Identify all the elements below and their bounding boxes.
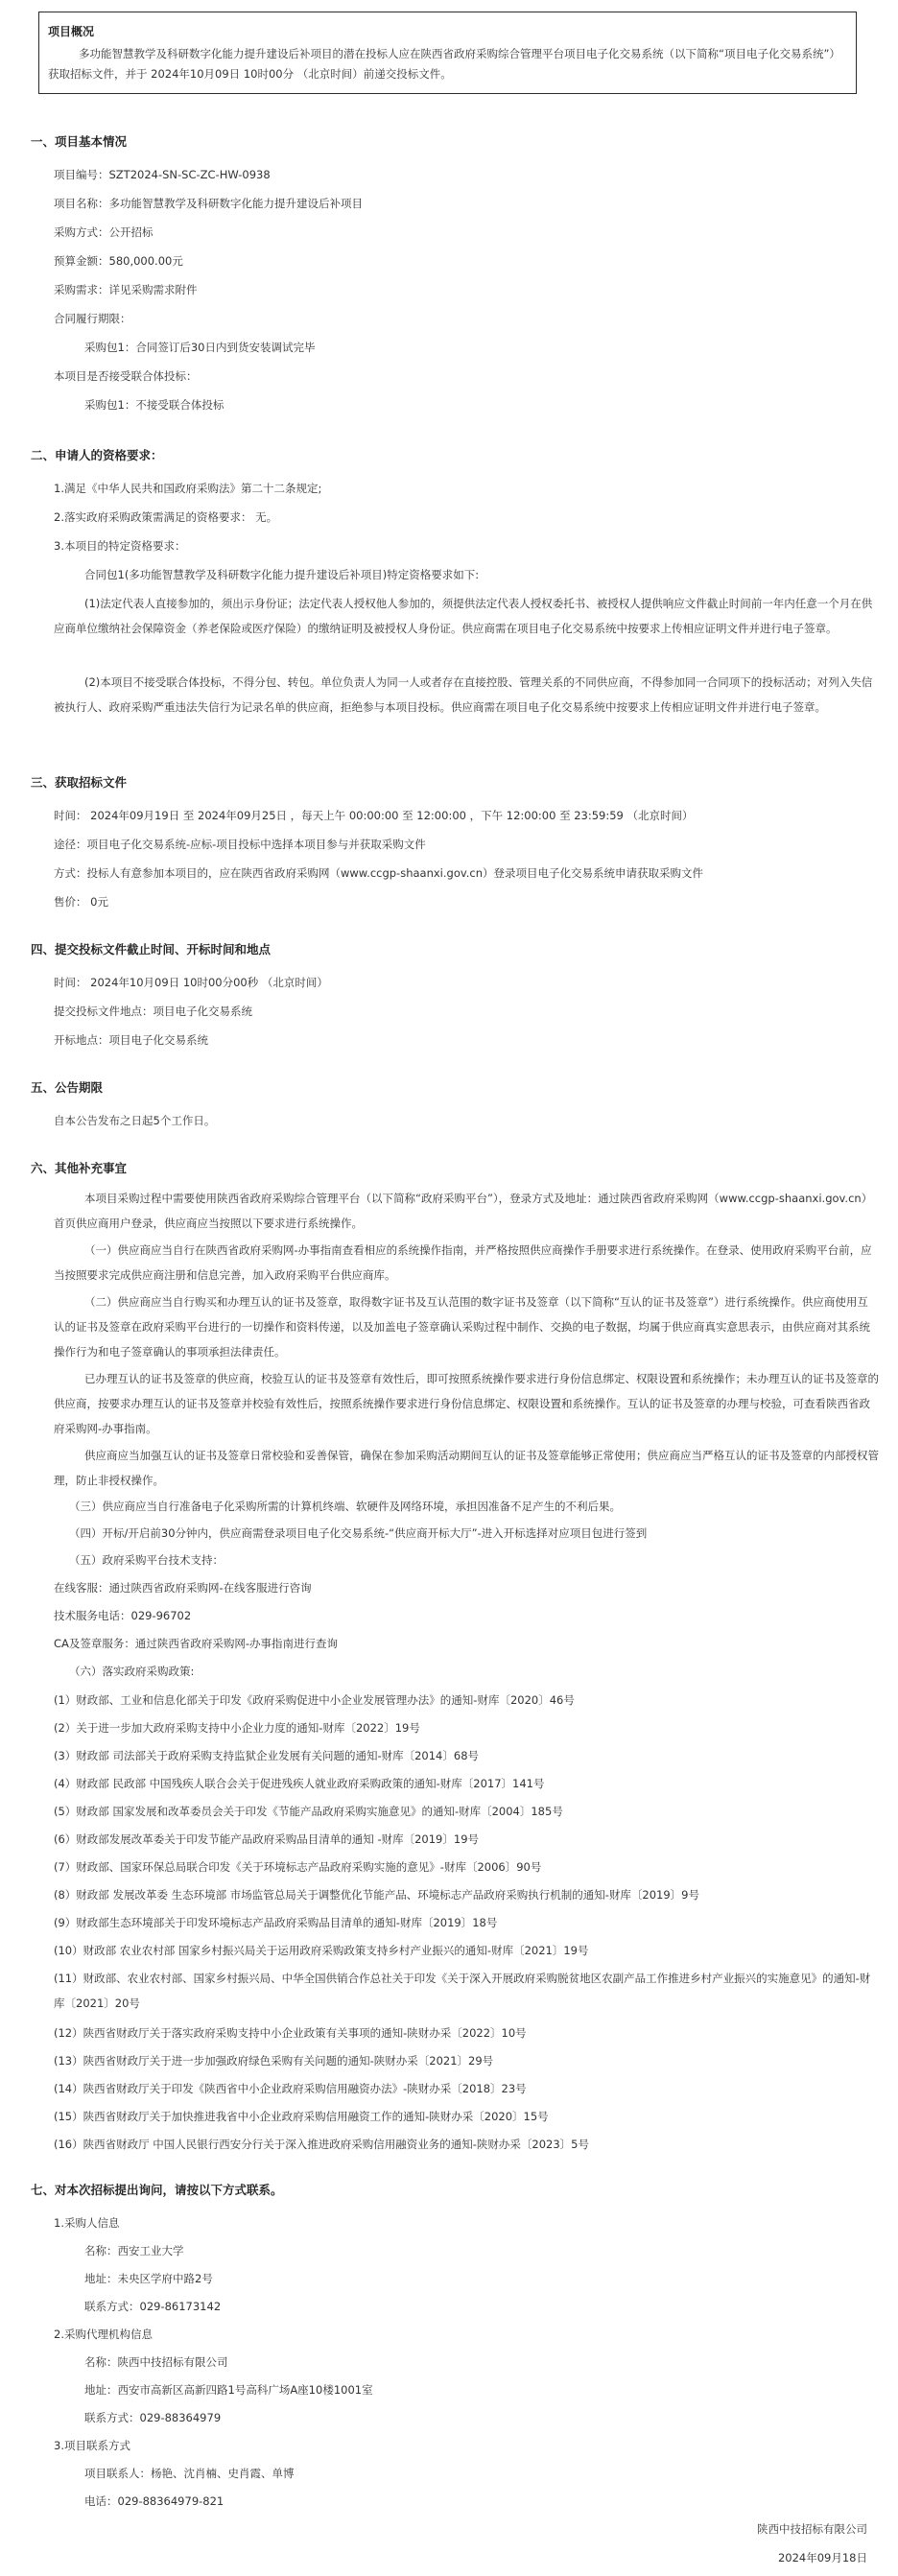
open-place: 开标地点：项目电子化交易系统 [54, 1033, 208, 1047]
policy-item: (1）财政部、工业和信息化部关于印发《政府采购促进中小企业发展管理办法》的通知-财库〔2020〕46号 [54, 1693, 575, 1707]
supplement-cert-keep: 供应商应当加强互认的证书及签章日常校验和妥善保管，确保在参加采购活动期间互认的证书及签章能够正常使用；供应商应当严格互认的证书及签章的内部授权管理，防止非授权操作。 [54, 1449, 879, 1487]
project-contact-people: 项目联系人：杨艳、沈肖楠、史肖霞、单博 [84, 2467, 295, 2480]
requirement-3: 3.本项目的特定资格要求： [54, 539, 186, 553]
supplement-item-4: （四）开标/开启前30分钟内，供应商需登录项目电子化交易系统-“供应商开标大厅”-进入开标选择对应项目包进行签到 [69, 1526, 648, 1540]
buyer-info-title: 1.采购人信息 [54, 2216, 120, 2230]
requirement-1: 1.满足《中华人民共和国政府采购法》第二十二条规定; [54, 482, 322, 495]
contract-period-label: 合同履行期限： [54, 312, 131, 325]
requirement-3b: (1)法定代表人直接参加的，须出示身份证；法定代表人授权他人参加的，须提供法定代表人授权委托书、被授权人提供响应文件截止时间前一年内任意一个月在供应商单位缴纳社会保障资金（养老保险或医疗保险）的缴纳证明及被授权人身份证。供应商需在项目电子化交易系统中按要求上传相应证明文件并进行电子签章。 [54, 597, 873, 635]
project-contact-phone: 电话：029-88364979-821 [84, 2494, 224, 2508]
ca-service: CA及签章服务：通过陕西省政府采购网-办事指南进行查询 [54, 1637, 339, 1650]
overview-text: 多功能智慧教学及科研数字化能力提升建设后补项目的潜在投标人应在陕西省政府采购综合管理平台项目电子化交易系统（以下简称“项目电子化交易系统”）获取招标文件，并于 2024年10月09日 10时00分 （北京时间）前递交投标文件。 [48, 47, 840, 81]
policy-item: (10）财政部 农业农村部 国家乡村振兴局关于运用政府采购政策支持乡村产业振兴的通知-财库〔2021〕19号 [54, 1944, 589, 1957]
supplement-cert-para: 已办理互认的证书及签章的供应商，校验互认的证书及签章有效性后，即可按照系统操作要求进行身份信息绑定、权限设置和系统操作；未办理互认的证书及签章的供应商，按要求办理互认的证书及签章并校验有效性后，按照系统操作要求进行身份信息绑定、权限设置和系统操作。互认的证书及签章的办理与校验，可查看陕西省政府采购网-办事指南。 [54, 1372, 879, 1435]
section-4-title: 四、提交投标文件截止时间、开标时间和地点 [31, 942, 272, 957]
policy-item: (14）陕西省财政厅关于印发《陕西省中小企业政府采购信用融资办法》-陕财办采〔2018〕23号 [54, 2082, 527, 2095]
policy-item: (7）财政部、国家环保总局联合印发《关于环境标志产品政府采购实施的意见》-财库〔2006〕90号 [54, 1860, 542, 1874]
signature-org: 陕西中技招标有限公司 [757, 2522, 867, 2536]
deadline-time: 时间： 2024年10月09日 10时00分00秒 （北京时间） [54, 976, 328, 989]
section-7-title: 七、对本次招标提出询问，请按以下方式联系。 [31, 2183, 283, 2197]
supplement-item-6: （六）落实政府采购政策: [69, 1665, 195, 1678]
policy-item: (6）财政部发展改革委关于印发节能产品政府采购品目清单的通知 -财库〔2019〕19号 [54, 1832, 480, 1846]
agent-address: 地址：西安市高新区高新四路1号高科广场A座10楼1001室 [84, 2383, 373, 2397]
consortium-value: 采购包1：不接受联合体投标 [84, 398, 224, 412]
section-1-title: 一、项目基本情况 [31, 134, 128, 149]
acquire-way: 方式：投标人有意参加本项目的，应在陕西省政府采购网（www.ccgp-shaanxi.gov.cn）登录项目电子化交易系统申请获取采购文件 [54, 866, 704, 880]
agent-name: 名称：陕西中技招标有限公司 [84, 2355, 228, 2369]
project-name: 项目名称：多功能智慧教学及科研数字化能力提升建设后补项目 [54, 197, 363, 210]
acquire-price: 售价： 0元 [54, 895, 108, 909]
signature-date: 2024年09月18日 [777, 2551, 867, 2564]
project-number: 项目编号：SZT2024-SN-SC-ZC-HW-0938 [54, 168, 271, 181]
buyer-name: 名称：西安工业大学 [84, 2244, 184, 2257]
section-6-title: 六、其他补充事宜 [31, 1161, 128, 1175]
supplement-item-1: （一）供应商应当自行在陕西省政府采购网-办事指南查看相应的系统操作指南，并严格按照供应商操作手册要求进行系统操作。在登录、使用政府采购平台前，应当按照要求完成供应商注册和信息完善，加入政府采购平台供应商库。 [54, 1243, 872, 1282]
supplement-item-5: （五）政府采购平台技术支持： [69, 1553, 224, 1567]
buyer-address: 地址：未央区学府中路2号 [84, 2272, 213, 2285]
policy-item: (3）财政部 司法部关于政府采购支持监狱企业发展有关问题的通知-财库〔2014〕68号 [54, 1749, 480, 1762]
policy-item: (16）陕西省财政厅 中国人民银行西安分行关于深入推进政府采购信用融资业务的通知-陕财办采〔2023〕5号 [54, 2138, 590, 2151]
notice-period: 自本公告发布之日起5个工作日。 [54, 1114, 216, 1127]
tech-phone: 技术服务电话：029-96702 [54, 1609, 192, 1622]
section-3-title: 三、获取招标文件 [31, 775, 128, 790]
requirement-2: 2.落实政府采购政策需满足的资格要求： 无。 [54, 510, 278, 524]
online-service: 在线客服：通过陕西省政府采购网-在线客服进行咨询 [54, 1581, 312, 1595]
policy-item: (15）陕西省财政厅关于加快推进我省中小企业政府采购信用融资工作的通知-陕财办采〔2020〕15号 [54, 2110, 549, 2123]
project-contact-title: 3.项目联系方式 [54, 2439, 130, 2452]
requirement-3a: 合同包1(多功能智慧教学及科研数字化能力提升建设后补项目)特定资格要求如下: [84, 568, 480, 581]
supplement-intro: 本项目采购过程中需要使用陕西省政府采购综合管理平台（以下简称“政府采购平台”），登录方式及地址：通过陕西省政府采购网（www.ccgp-shaanxi.gov.cn）首页供应商用户登录，供应商应当按照以下要求进行系统操作。 [54, 1192, 873, 1230]
buyer-contact: 联系方式：029-86173142 [84, 2300, 222, 2313]
acquire-route: 途径：项目电子化交易系统-应标-项目投标中选择本项目参与并获取采购文件 [54, 838, 426, 851]
policy-item: (12）陕西省财政厅关于落实政府采购支持中小企业政策有关事项的通知-陕财办采〔2022〕10号 [54, 2026, 527, 2040]
submit-place: 提交投标文件地点：项目电子化交易系统 [54, 1004, 252, 1018]
supplement-item-3: （三）供应商应当自行准备电子化采购所需的计算机终端、软硬件及网络环境，承担因准备不足产生的不利后果。 [69, 1500, 621, 1513]
policy-item: (4）财政部 民政部 中国残疾人联合会关于促进残疾人就业政府采购政策的通知-财库〔2017〕141号 [54, 1777, 545, 1790]
acquire-time: 时间： 2024年09月19日 至 2024年09月25日 ，每天上午 00:00:00 至 12:00:00 ，下午 12:00:00 至 23:59:59 （北京时间） [54, 809, 694, 822]
agent-info-title: 2.采购代理机构信息 [54, 2328, 153, 2341]
overview-title: 项目概况 [48, 25, 95, 38]
requirement-3c: (2)本项目不接受联合体投标，不得分包、转包。单位负责人为同一人或者存在直接控股、管理关系的不同供应商，不得参加同一合同项下的投标活动；对列入失信被执行人、政府采购严重违法失信行为记录名单的供应商，拒绝参与本项目投标。供应商需在项目电子化交易系统中按要求上传相应证明文件并进行电子签章。 [54, 675, 873, 714]
policy-item: (9）财政部生态环境部关于印发环境标志产品政府采购品目清单的通知-财库〔2019〕18号 [54, 1916, 498, 1929]
agent-contact: 联系方式：029-88364979 [84, 2411, 222, 2424]
section-5-title: 五、公告期限 [31, 1080, 104, 1095]
procurement-method: 采购方式：公开招标 [54, 225, 154, 239]
section-2-title: 二、申请人的资格要求： [31, 448, 163, 462]
policy-item: (8）财政部 发展改革委 生态环境部 市场监管总局关于调整优化节能产品、环境标志产品政府采购执行机制的通知-财库〔2019〕9号 [54, 1888, 699, 1902]
contract-period-value: 采购包1：合同签订后30日内到货安装调试完毕 [84, 341, 316, 354]
consortium-label: 本项目是否接受联合体投标： [54, 369, 198, 383]
policy-item: (2）关于进一步加大政府采购支持中小企业力度的通知-财库〔2022〕19号 [54, 1721, 420, 1735]
policy-item: (5）财政部 国家发展和改革委员会关于印发《节能产品政府采购实施意见》的通知-财库〔2004〕185号 [54, 1805, 563, 1818]
policy-item: (13）陕西省财政厅关于进一步加强政府绿色采购有关问题的通知-陕财办采〔2021〕29号 [54, 2054, 494, 2068]
procurement-need: 采购需求：详见采购需求附件 [54, 283, 198, 296]
budget-amount: 预算金额：580,000.00元 [54, 254, 183, 268]
policy-item-11: (11）财政部、农业农村部、国家乡村振兴局、中华全国供销合作总社关于印发《关于深入开展政府采购脱贫地区农副产品工作推进乡村产业振兴的实施意见》的通知-财库〔2021〕20号 [54, 1972, 871, 2010]
project-overview-box [38, 12, 857, 94]
supplement-item-2: （二）供应商应当自行购买和办理互认的证书及签章，取得数字证书及互认范围的数字证书及签章（以下简称“互认的证书及签章”）进行系统操作。供应商使用互认的证书及签章在政府采购平台进行的一切操作和资料传递，以及加盖电子签章确认采购过程中制作、交换的电子数据，均属于供应商真实意思表示，由供应商对其系统操作行为和电子签章确认的事项承担法律责任。 [54, 1295, 870, 1359]
